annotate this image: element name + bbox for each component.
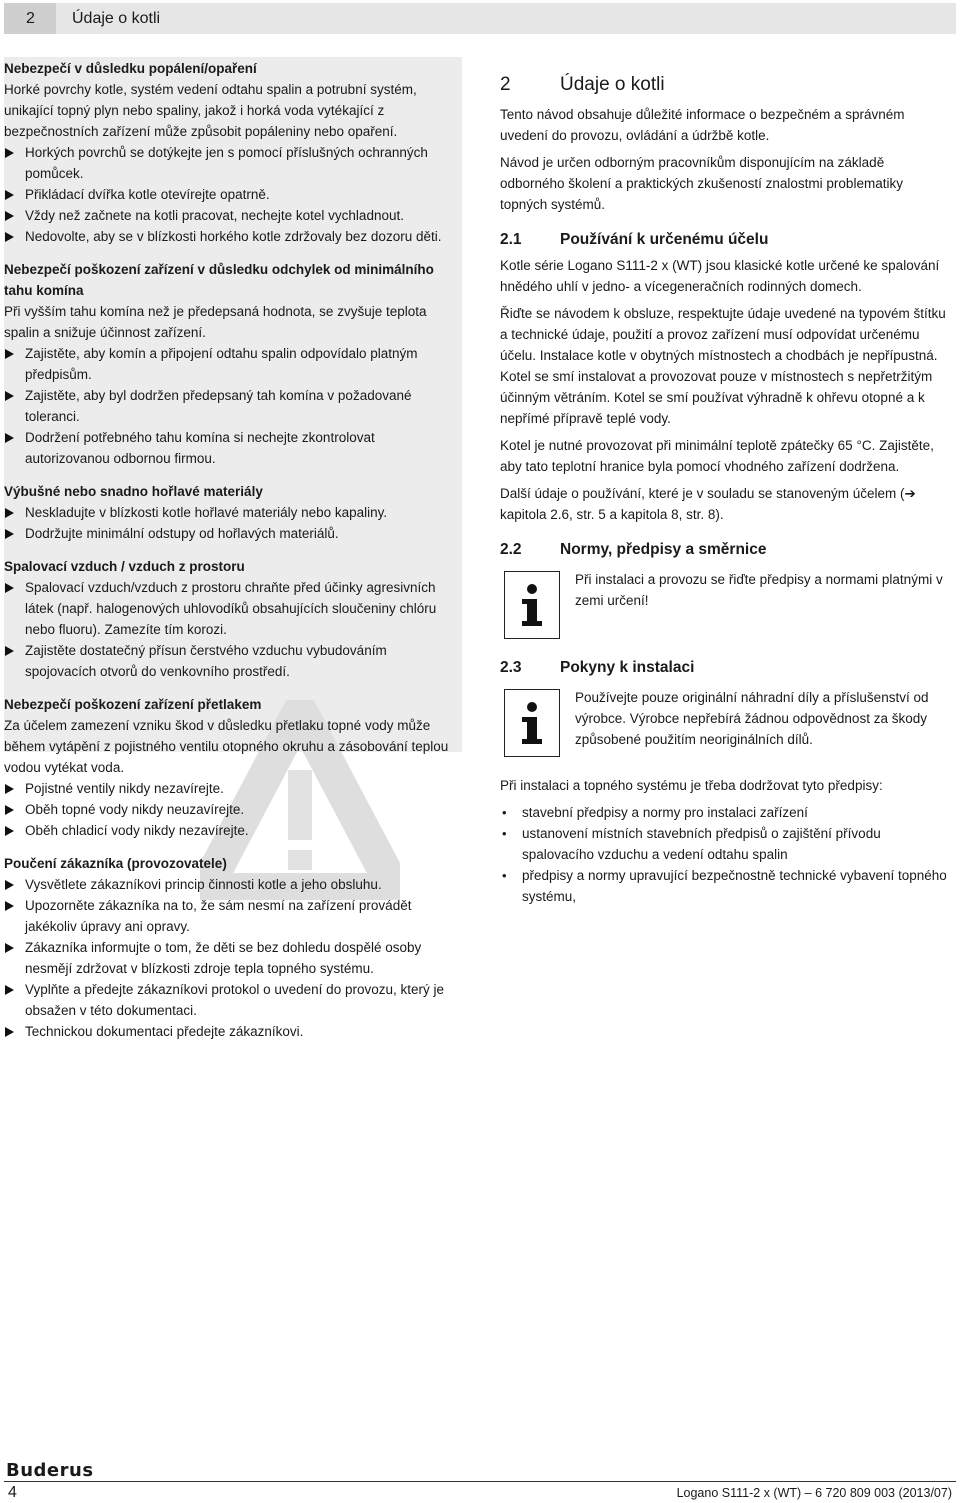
triangle-bullet-icon: [5, 529, 14, 539]
info-text: Používejte pouze originální náhradní díly a příslušenství od výrobce. Výrobce nepřebírá žádnou odpovědnost za škody způsobené použitím neoriginálních dílů.: [575, 690, 929, 747]
list-item: • stavební předpisy a normy pro instalaci zařízení: [500, 802, 952, 823]
dot-bullet-icon: •: [502, 805, 507, 820]
page-number: 4: [8, 1484, 17, 1501]
list-item: Zajistěte, aby byl dodržen předepsaný tah komína v požadované toleranci.: [4, 385, 460, 427]
right-column: [500, 72, 952, 907]
bullet-list: [4, 874, 460, 1042]
info-note: [500, 689, 952, 761]
triangle-bullet-icon: [5, 583, 14, 593]
paragraph: Při instalaci a topného systému je třeba dodržovat tyto předpisy:: [500, 778, 883, 793]
section-title: Nebezpečí v důsledku popálení/opaření: [4, 61, 257, 76]
paragraph: Řiďte se návodem k obsluze, respektujte údaje uvedené na typovém štítku a technické údaje, použití a provoz zařízení musí odpovídat určenému účelu. Instalace kotle v obytných místnostech a chodbách je nepřípustná. Kotel se smí instalovat a provozovat pouze v místnostech s nepřetržitým účinným větráním. Kotel se smí používat výhradně k ohřevu otopné a k nepřímé přípravě teplé vody.: [500, 306, 946, 426]
header-section-title: Údaje o kotli: [72, 10, 161, 27]
triangle-bullet-icon: [5, 880, 14, 890]
dot-bullet-icon: •: [502, 868, 507, 883]
list-item: Neskladujte v blízkosti kotle hořlavé materiály nebo kapaliny.: [4, 502, 460, 523]
triangle-bullet-icon: [5, 211, 14, 221]
paragraph: Horké povrchy kotle, systém vedení odtahu spalin a potrubní systém, unikající topný plyn nebo spaliny, jakož i horká voda vytékající z bezpečnostních zařízení může způsobit popáleniny nebo opaření.: [4, 82, 417, 139]
list-item: Zajistěte dostatečný přísun čerstvého vzduchu vybudováním spojovacích otvorů do venkovního prostředí.: [4, 640, 460, 682]
section-heading: 2.2 Normy, předpisy a směrnice: [500, 541, 767, 558]
section-title: Nebezpečí poškození zařízení v důsledku odchylek od minimálního tahu komína: [4, 262, 434, 298]
section-combustion-air: [4, 556, 460, 682]
bullet-list: [4, 343, 460, 469]
bullet-list: [4, 778, 460, 841]
chapter-heading: 2 Údaje o kotli: [500, 74, 665, 95]
list-item: Oběh chladicí vody nikdy nezavírejte.: [4, 820, 460, 841]
triangle-bullet-icon: [5, 805, 14, 815]
list-item: Zákazníka informujte o tom, že děti se bez dohledu dospělé osoby nesmějí zdržovat v blízkosti zdroje tepla topného systému.: [4, 937, 460, 979]
document-reference: Logano S111-2 x (WT) – 6 720 809 003 (2013/07): [676, 1486, 952, 1500]
section-title: Poučení zákazníka (provozovatele): [4, 856, 227, 871]
brand-logo: Buderus: [6, 1460, 94, 1481]
bullet-list: [4, 502, 460, 544]
info-text: Při instalaci a provozu se řiďte předpisy a normami platnými v zemi určení!: [575, 572, 943, 608]
info-icon: [504, 571, 560, 639]
triangle-bullet-icon: [5, 826, 14, 836]
list-item: Nedovolte, aby se v blízkosti horkého kotle zdržovaly bez dozoru děti.: [4, 226, 460, 247]
paragraph: Za účelem zamezení vzniku škod v důsledku přetlaku topné vody může během vytápění z pojistného ventilu otopného okruhu a zásobování teplou vodou vytékat voda.: [4, 718, 449, 775]
list-item: Vyplňte a předejte zákazníkovi protokol o uvedení do provozu, který je obsažen v této dokumentaci.: [4, 979, 460, 1021]
dot-bullet-icon: •: [502, 826, 507, 841]
triangle-bullet-icon: [5, 148, 14, 158]
list-item: Dodržení potřebného tahu komína si nechejte zkontrolovat autorizovanou odbornou firmou.: [4, 427, 460, 469]
section-title: Výbušné nebo snadno hořlavé materiály: [4, 484, 263, 499]
triangle-bullet-icon: [5, 190, 14, 200]
triangle-bullet-icon: [5, 1027, 14, 1037]
dot-list: [500, 802, 952, 907]
triangle-bullet-icon: [5, 985, 14, 995]
section-heading: 2.3 Pokyny k instalaci: [500, 659, 695, 676]
paragraph: Kotel je nutné provozovat při minimální teplotě zpátečky 65 °C. Zajistěte, aby tato teplotní hranice byla pomocí vhodného zařízení dodržena.: [500, 438, 934, 474]
section-chimney-draft: [4, 259, 460, 469]
paragraph: Tento návod obsahuje důležité informace o bezpečném a správném uvedení do provozu, ovládání a údržbě kotle.: [500, 107, 905, 143]
list-item: Vždy než začnete na kotli pracovat, nechejte kotel vychladnout.: [4, 205, 460, 226]
section-title: Spalovací vzduch / vzduch z prostoru: [4, 559, 245, 574]
list-item: Dodržujte minimální odstupy od hořlavých materiálů.: [4, 523, 460, 544]
triangle-bullet-icon: [5, 433, 14, 443]
triangle-bullet-icon: [5, 646, 14, 656]
list-item: Spalovací vzduch/vzduch z prostoru chraňte před účinky agresivních látek (např. halogenových uhlovodíků obsahujících sloučeniny chlóru nebo fluoru). Zamezíte tím korozi.: [4, 577, 460, 640]
triangle-bullet-icon: [5, 901, 14, 911]
paragraph: Kotle série Logano S111-2 x (WT) jsou klasické kotle určené ke spalování hnědého uhlí v jedno- a vícegeneračních rodinných domech.: [500, 258, 940, 294]
list-item: Upozorněte zákazníka na to, že sám nesmí na zařízení provádět jakékoliv úpravy ani opravy.: [4, 895, 460, 937]
info-icon: [504, 689, 560, 757]
bullet-list: [4, 142, 460, 247]
section-customer-instruction: [4, 853, 460, 1042]
paragraph: Při vyšším tahu komína než je předepsaná hodnota, se zvyšuje teplota spalin a snižuje účinnost zařízení.: [4, 304, 427, 340]
paragraph: Návod je určen odborným pracovníkům disponujícím na základě odborného školení a praktických zkušeností znalostmi problematiky topných systémů.: [500, 155, 903, 212]
left-column: [4, 58, 460, 1054]
triangle-bullet-icon: [5, 508, 14, 518]
list-item: Přikládací dvířka kotle otevírejte opatrně.: [4, 184, 460, 205]
triangle-bullet-icon: [5, 232, 14, 242]
info-note: [500, 571, 952, 643]
list-item: • ustanovení místních stavebních předpisů o zajištění přívodu spalovacího vzduchu a vedení odtahu spalin: [500, 823, 952, 865]
list-item: Zajistěte, aby komín a připojení odtahu spalin odpovídalo platným předpisům.: [4, 343, 460, 385]
list-item: • předpisy a normy upravující bezpečnostně technické vybavení topného systému,: [500, 865, 952, 907]
triangle-bullet-icon: [5, 349, 14, 359]
section-burn-hazard: [4, 58, 460, 247]
bullet-list: [4, 577, 460, 682]
section-title: Nebezpečí poškození zařízení přetlakem: [4, 697, 262, 712]
triangle-bullet-icon: [5, 391, 14, 401]
list-item: Technickou dokumentaci předejte zákazníkovi.: [4, 1021, 460, 1042]
triangle-bullet-icon: [5, 943, 14, 953]
section-overpressure: [4, 694, 460, 841]
paragraph: Další údaje o používání, které je v souladu se stanoveným účelem (➔ kapitola 2.6, str. 5 a kapitola 8, str. 8).: [500, 486, 916, 522]
list-item: Pojistné ventily nikdy nezavírejte.: [4, 778, 460, 799]
header-section-number: 2: [4, 3, 56, 34]
footer-divider: [4, 1481, 956, 1482]
list-item: Vysvětlete zákazníkovi princip činnosti kotle a jeho obsluhu.: [4, 874, 460, 895]
list-item: Horkých povrchů se dotýkejte jen s pomocí příslušných ochranných pomůcek.: [4, 142, 460, 184]
section-flammable-materials: [4, 481, 460, 544]
list-item: Oběh topné vody nikdy neuzavírejte.: [4, 799, 460, 820]
section-heading: 2.1 Používání k určenému účelu: [500, 231, 769, 248]
triangle-bullet-icon: [5, 784, 14, 794]
page-header: [4, 3, 956, 34]
